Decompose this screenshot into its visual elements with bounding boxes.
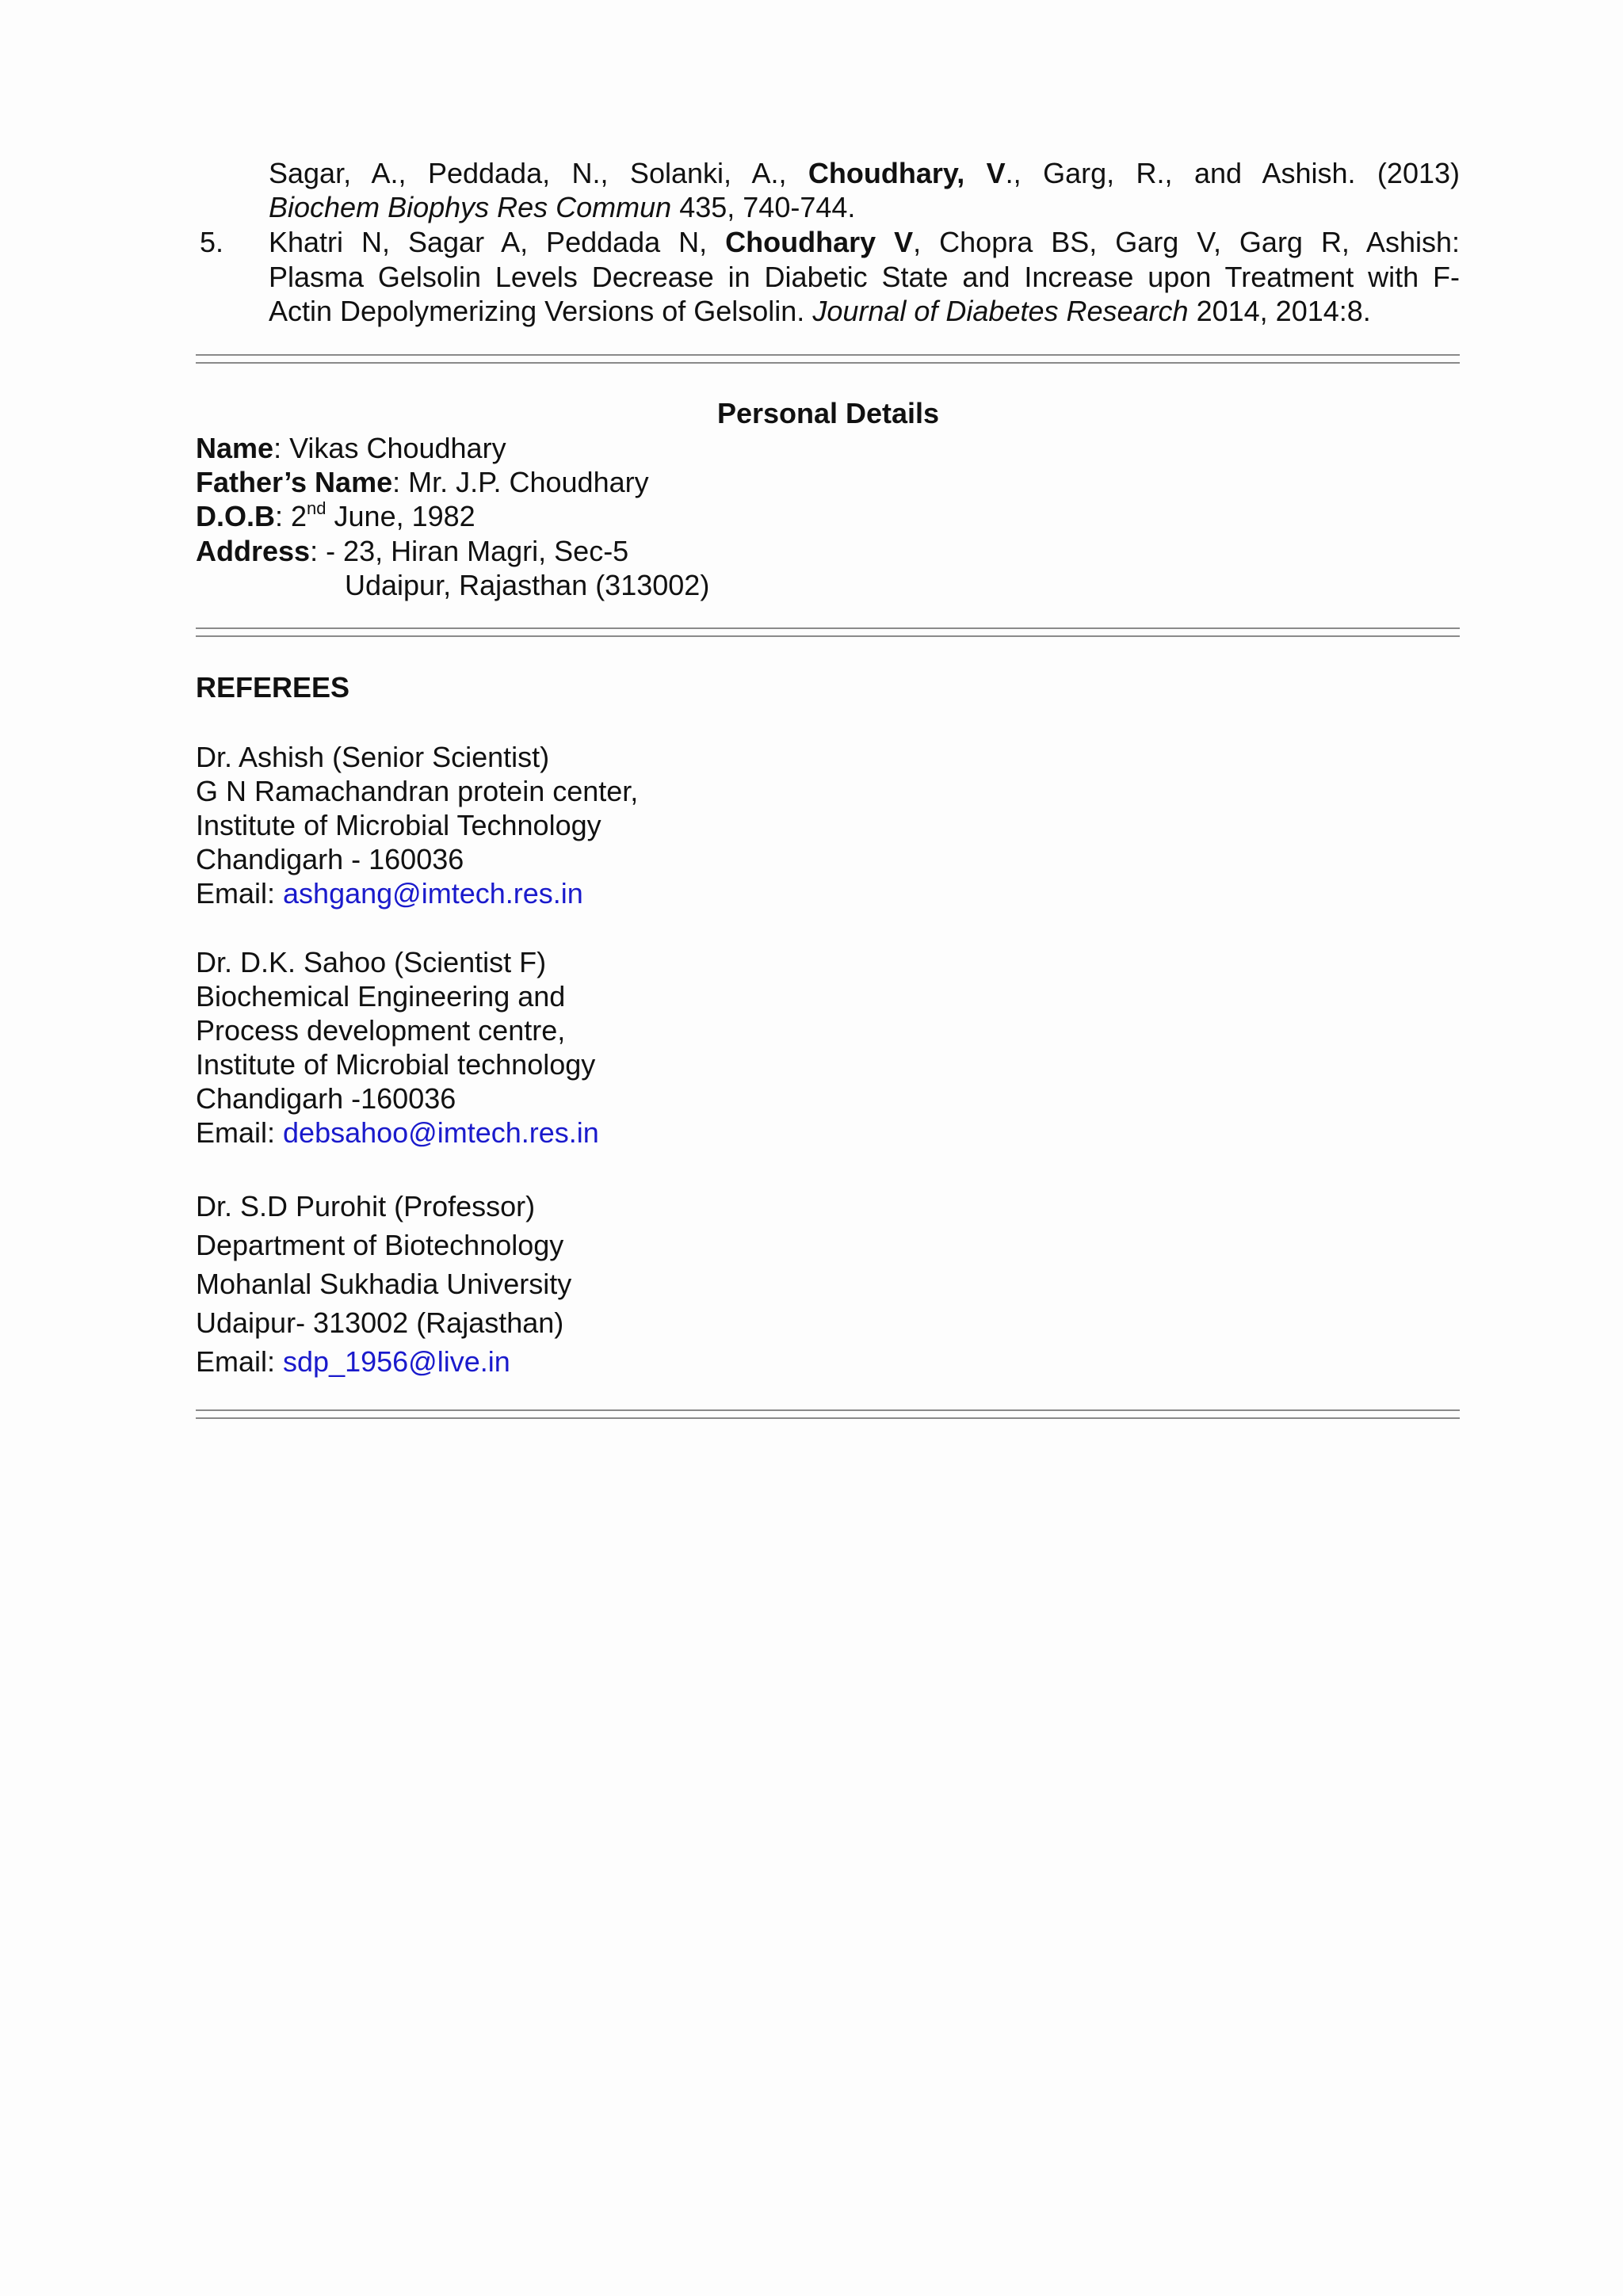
referee-2-line: Dr. D.K. Sahoo (Scientist F) <box>196 946 547 978</box>
referee-3-line: Udaipur- 313002 (Rajasthan) <box>196 1306 564 1339</box>
email-label: Email: <box>196 1116 284 1149</box>
referee-2-line: Process development centre, <box>196 1014 566 1047</box>
pub5-line2: Plasma Gelsolin Levels Decrease in Diabetic State and Increase upon Treatment with F- <box>269 261 1460 293</box>
pub5-line1 <box>269 226 1460 259</box>
pub5-line3-b: 2014, 2014:8. <box>1188 295 1371 327</box>
pub5-bold-author: Choudhary V <box>725 226 914 258</box>
referee-1-email-link[interactable]: ashgang@imtech.res.in <box>283 877 583 910</box>
pub4-authors-b: ., Garg, R., and Ashish. (2013) <box>1005 157 1460 189</box>
referee-1-email-row <box>196 876 638 910</box>
address-line2: Udaipur, Rajasthan (313002) <box>345 569 710 601</box>
section-divider-3 <box>196 1409 1460 1419</box>
referee-3-line: Mohanlal Sukhadia University <box>196 1268 572 1300</box>
referee-3-line: Dr. S.D Purohit (Professor) <box>196 1190 536 1222</box>
section-divider-2 <box>196 627 1460 637</box>
pub5-line1-b: , Chopra BS, Garg V, Garg R, Ashish: <box>913 226 1460 258</box>
address-line1: : - 23, Hiran Magri, Sec-5 <box>310 535 629 567</box>
referee-1-line: Dr. Ashish (Senior Scientist) <box>196 741 550 773</box>
referee-1-line: G N Ramachandran protein center, <box>196 775 639 807</box>
pub5-number: 5. <box>200 226 224 258</box>
dob-rest: June, 1982 <box>326 500 475 532</box>
section-divider-1 <box>196 354 1460 364</box>
address-row <box>196 535 628 568</box>
pub4-authors-a: Sagar, A., Peddada, N., Solanki, A., <box>269 157 808 189</box>
pub5-line3 <box>269 295 1371 328</box>
pub4-authors-line <box>269 157 1460 190</box>
name-row <box>196 432 506 465</box>
pub4-bold-author: Choudhary, V <box>808 157 1006 189</box>
referee-2-line: Institute of Microbial technology <box>196 1048 596 1081</box>
referee-3-email-row <box>196 1342 571 1381</box>
name-value: : Vikas Choudhary <box>273 432 506 464</box>
referee-3-email-link[interactable]: sdp_1956@live.in <box>283 1345 510 1378</box>
referees-heading: REFEREES <box>196 671 350 704</box>
pub5-journal: Journal of Diabetes Research <box>812 295 1189 327</box>
pub5-line1-a: Khatri N, Sagar A, Peddada N, <box>269 226 726 258</box>
referee-1-line: Institute of Microbial Technology <box>196 809 601 841</box>
referee-3 <box>196 1187 571 1381</box>
father-row <box>196 466 649 499</box>
address-label: Address <box>196 535 311 567</box>
referee-1 <box>196 740 638 910</box>
dob-suffix: nd <box>307 498 327 518</box>
referee-2-line: Biochemical Engineering and <box>196 980 566 1013</box>
personal-details-heading: Personal Details <box>716 397 940 429</box>
referee-2 <box>196 945 599 1150</box>
referee-1-line: Chandigarh - 160036 <box>196 843 464 875</box>
referee-2-email-link[interactable]: debsahoo@imtech.res.in <box>283 1116 599 1149</box>
referee-3-line: Department of Biotechnology <box>196 1229 564 1261</box>
father-value: : Mr. J.P. Choudhary <box>392 466 649 498</box>
pub5-line3-a: Actin Depolymerizing Versions of Gelsolin. <box>269 295 813 327</box>
dob-row <box>196 500 475 533</box>
name-label: Name <box>196 432 274 464</box>
dob-prefix: : 2 <box>275 500 307 532</box>
email-label: Email: <box>196 1345 284 1378</box>
pub4-journal: Biochem Biophys Res Commun <box>269 191 672 223</box>
dob-label: D.O.B <box>196 500 276 532</box>
pub4-details: 435, 740-744. <box>671 191 856 223</box>
father-label: Father’s Name <box>196 466 393 498</box>
pub4-journal-line <box>269 191 855 224</box>
referee-2-line: Chandigarh -160036 <box>196 1082 456 1115</box>
referee-2-email-row <box>196 1116 599 1150</box>
email-label: Email: <box>196 877 284 910</box>
